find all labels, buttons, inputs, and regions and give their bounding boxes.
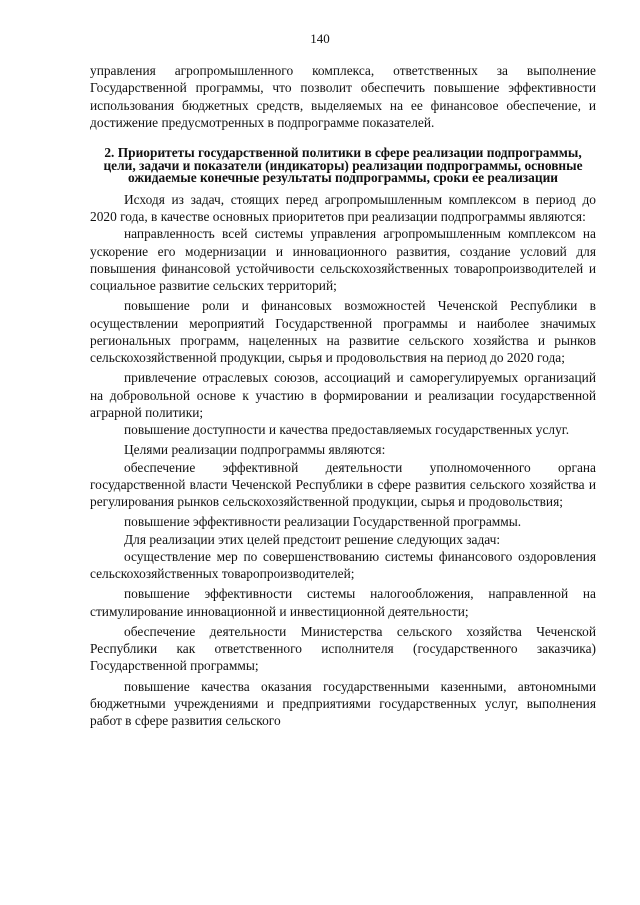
paragraph: направленность всей системы управления агропромышленным комплексом на ускорение его модернизации и инновационного развития, создание условий для повышения финансовой устойчивости сельскохозяйственных товаропроизводителей и социальное развитие сельских территорий; xyxy=(90,226,596,294)
paragraph: Целями реализации подпрограммы являются: xyxy=(124,442,386,458)
section-heading: 2. Приоритеты государственной политики в сфере реализации подпрограммы, цели, задачи и показатели (индикаторы) реализации подпрограммы, основные ожидаемые конечные результаты подпрограммы, сроки ее реализации xyxy=(103,145,583,186)
paragraph: Для реализации этих целей предстоит решение следующих задач: xyxy=(124,531,501,547)
paragraph: управления агропромышленного комплекса, ответственных за выполнение Государственной программы, что позволит обеспечить повышение эффективности использования бюджетных средств, выделяемых на ее финансовое обеспечение, и достижение предусмотренных в подпрограмме показателей. xyxy=(90,63,596,130)
paragraph: повышение роли и финансовых возможностей Чеченской Республики в осуществлении мероприятий Государственной программы и наиболее значимых региональных программ, нацеленных на развитие сельского хозяйства и рынков сельскохозяйственной продукции, сырья и продовольствия на период до 2020 года; xyxy=(90,298,596,366)
paragraph: Исходя из задач, стоящих перед агропромышленным комплексом в период до 2020 года, в качестве основных приоритетов при реализации подпрограммы являются: xyxy=(90,191,596,225)
paragraph: обеспечение деятельности Министерства сельского хозяйства Чеченской Республики как ответственного исполнителя (государственного заказчика) Государственной программы; xyxy=(90,623,596,674)
paragraph: повышение доступности и качества предоставляемых государственных услуг. xyxy=(124,422,570,438)
paragraph: повышение эффективности системы налогообложения, направленной на стимулирование инновационной и инвестиционной деятельности; xyxy=(90,586,596,619)
page-number: 140 xyxy=(310,31,330,46)
paragraph: привлечение отраслевых союзов, ассоциаций и саморегулируемых организаций на добровольной основе к участию в формировании и реализации государственной аграрной политики; xyxy=(90,370,596,420)
paragraph: повышение эффективности реализации Государственной программы. xyxy=(124,514,522,530)
document-body xyxy=(90,62,596,729)
paragraph: осуществление мер по совершенствованию системы финансового оздоровления сельскохозяйственных товаропроизводителей; xyxy=(90,548,596,582)
paragraph: обеспечение эффективной деятельности уполномоченного органа государственной власти Чеченской Республики в сфере развития сельского хозяйства и регулирования рынков сельскохозяйственной продукции, сырья и продовольствия; xyxy=(90,459,596,510)
paragraph: повышение качества оказания государственными казенными, автономными бюджетными учреждениями и предприятиями государственных услуг, выполнения работ в сфере развития сельского xyxy=(90,678,596,729)
